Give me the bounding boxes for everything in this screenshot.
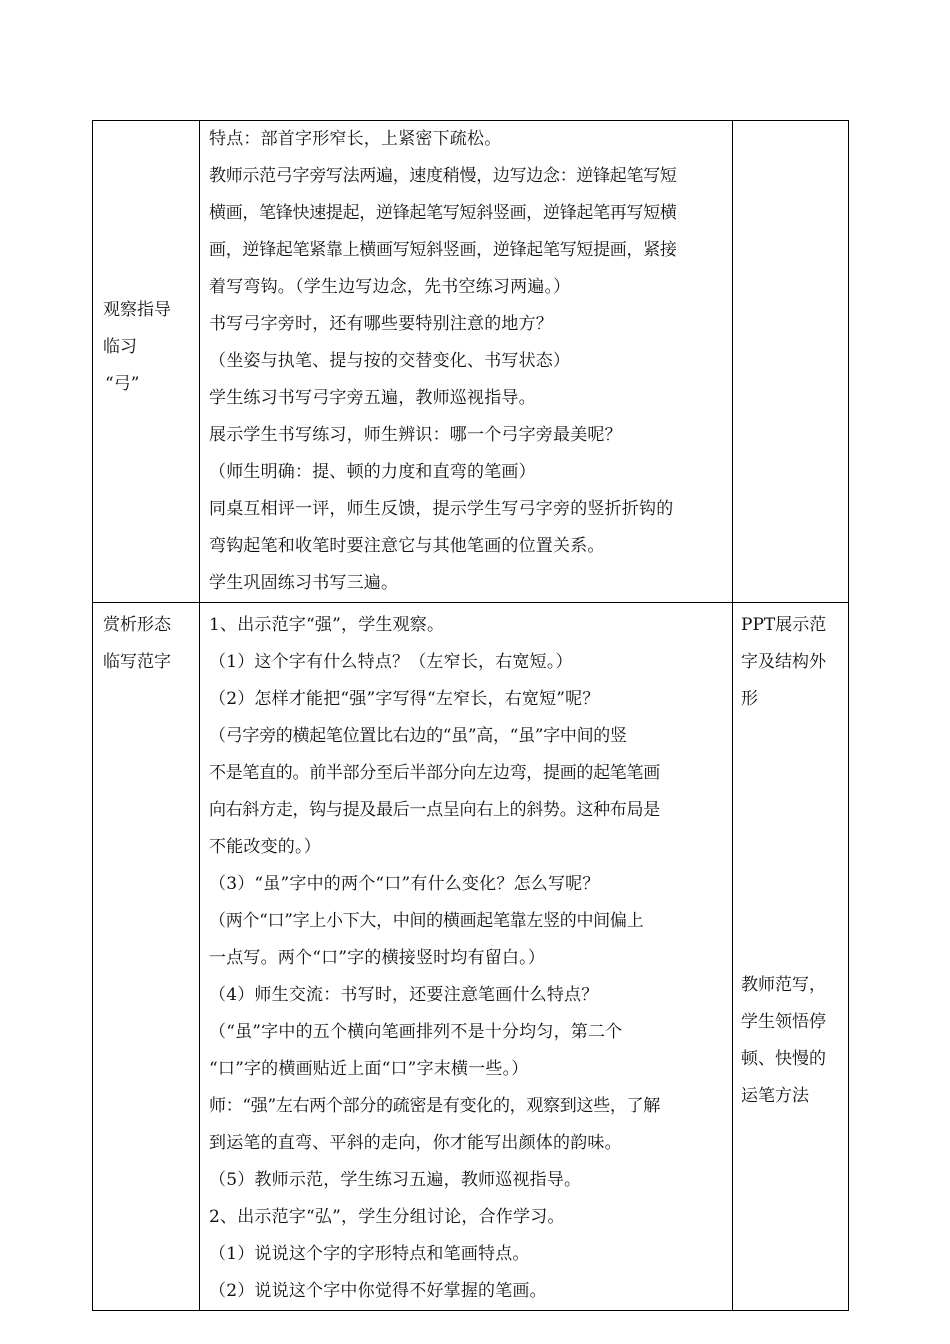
content-line: （坐姿与执笔、提与按的交替变化、书写状态） — [209, 351, 571, 371]
side-note-line: 形 — [741, 689, 758, 709]
content-line: 着写弯钩。（学生边写边念，先书空练习两遍。） — [209, 277, 571, 297]
content-line: （1）这个字有什么特点？（左窄长，右宽短。） — [209, 652, 573, 672]
row2-label-cell — [93, 603, 200, 1311]
content-line: 不是笔直的。前半部分至后半部分向左边弯，提画的起笔笔画 — [209, 763, 660, 783]
content-line: 1、出示范字“强”，学生观察。 — [209, 615, 445, 635]
content-line: 展示学生书写练习，师生辨识：哪一个弓字旁最美呢？ — [209, 425, 622, 445]
row2-side-bottom — [733, 718, 848, 1115]
content-line: 学生练习书写弓字旁五遍，教师巡视指导。 — [209, 388, 536, 408]
side-note-line: 字及结构外 — [741, 652, 826, 672]
content-line: （师生明确：提、顿的力度和直弯的笔画） — [209, 462, 536, 482]
side-note-line: PPT展示范 — [741, 615, 827, 635]
content-line: 教师示范弓字旁写法两遍，速度稍慢，边写边念：逆锋起笔写短 — [209, 166, 677, 186]
row2-side-top — [733, 603, 848, 718]
row2-label-line: 赏析形态 — [103, 615, 171, 635]
content-line: 不能改变的。） — [209, 837, 321, 857]
content-line: 2、出示范字“弘”，学生分组讨论，合作学习。 — [209, 1207, 565, 1227]
row1-label-cell — [93, 121, 200, 603]
row1-label — [93, 121, 199, 403]
side-note-line: 顿、快慢的 — [741, 1049, 826, 1069]
row1-label-line: “弓” — [105, 374, 140, 394]
side-note-line: 学生领悟停 — [741, 1012, 826, 1032]
side-note-line: 运笔方法 — [741, 1086, 809, 1106]
content-line: 到运笔的直弯、平斜的走向，你才能写出颜体的韵味。 — [209, 1133, 622, 1153]
content-line: 师：“强”左右两个部分的疏密是有变化的，观察到这些，了解 — [209, 1096, 660, 1116]
row2-label — [93, 603, 199, 681]
content-line: “口”字的横画贴近上面“口”字末横一些。） — [209, 1059, 529, 1079]
row1-label-line: 观察指导 — [103, 300, 171, 320]
row1-label-line: 临习 — [103, 337, 137, 357]
row1-content — [200, 121, 732, 602]
content-line: 特点：部首字形窄长，上紧密下疏松。 — [209, 129, 502, 149]
content-line: 学生巩固练习书写三遍。 — [209, 573, 399, 593]
content-line: 一点写。两个“口”字的横接竖时均有留白。） — [209, 948, 546, 968]
content-line: 画，逆锋起笔紧靠上横画写短斜竖画，逆锋起笔写短提画，紧接 — [209, 240, 677, 260]
content-line: （“虽”字中的五个横向笔画排列不是十分均匀，第二个 — [209, 1022, 623, 1042]
content-line: 书写弓字旁时，还有哪些要特别注意的地方？ — [209, 314, 553, 334]
row2-side-cell — [733, 603, 849, 1311]
row2-label-line: 临写范字 — [103, 652, 171, 672]
row2-content-cell — [200, 603, 733, 1311]
side-note-line: 教师范写， — [741, 975, 826, 995]
content-line: （2）说说这个字中你觉得不好掌握的笔画。 — [209, 1281, 547, 1301]
content-line: （5）教师示范，学生练习五遍，教师巡视指导。 — [209, 1170, 582, 1190]
content-line: （两个“口”字上小下大，中间的横画起笔靠左竖的中间偏上 — [209, 911, 644, 931]
row2-content — [200, 603, 732, 1310]
table-row-appreciate — [93, 603, 849, 1311]
table-row-observe — [93, 121, 849, 603]
content-line: 同桌互相评一评，师生反馈，提示学生写弓字旁的竖折折钩的 — [209, 499, 674, 519]
content-line: 弯钩起笔和收笔时要注意它与其他笔画的位置关系。 — [209, 536, 605, 556]
row1-side-cell — [733, 121, 849, 603]
content-line: （1）说说这个字的字形特点和笔画特点。 — [209, 1244, 530, 1264]
row1-content-cell — [200, 121, 733, 603]
content-line: 向右斜方走，钩与提及最后一点呈向右上的斜势。这种布局是 — [209, 800, 660, 820]
content-line: 横画，笔锋快速提起，逆锋起笔写短斜竖画，逆锋起笔再写短横 — [209, 203, 677, 223]
content-line: （4）师生交流：书写时，还要注意笔画什么特点？ — [209, 985, 599, 1005]
content-line: （3）“虽”字中的两个“口”有什么变化？怎么写呢？ — [209, 874, 600, 894]
content-line: （弓字旁的横起笔位置比右边的“虽”高，“虽”字中间的竖 — [209, 726, 627, 746]
content-line: （2）怎样才能把“强”字写得“左窄长，右宽短”呢？ — [209, 689, 600, 709]
lesson-plan-table — [92, 120, 849, 1311]
